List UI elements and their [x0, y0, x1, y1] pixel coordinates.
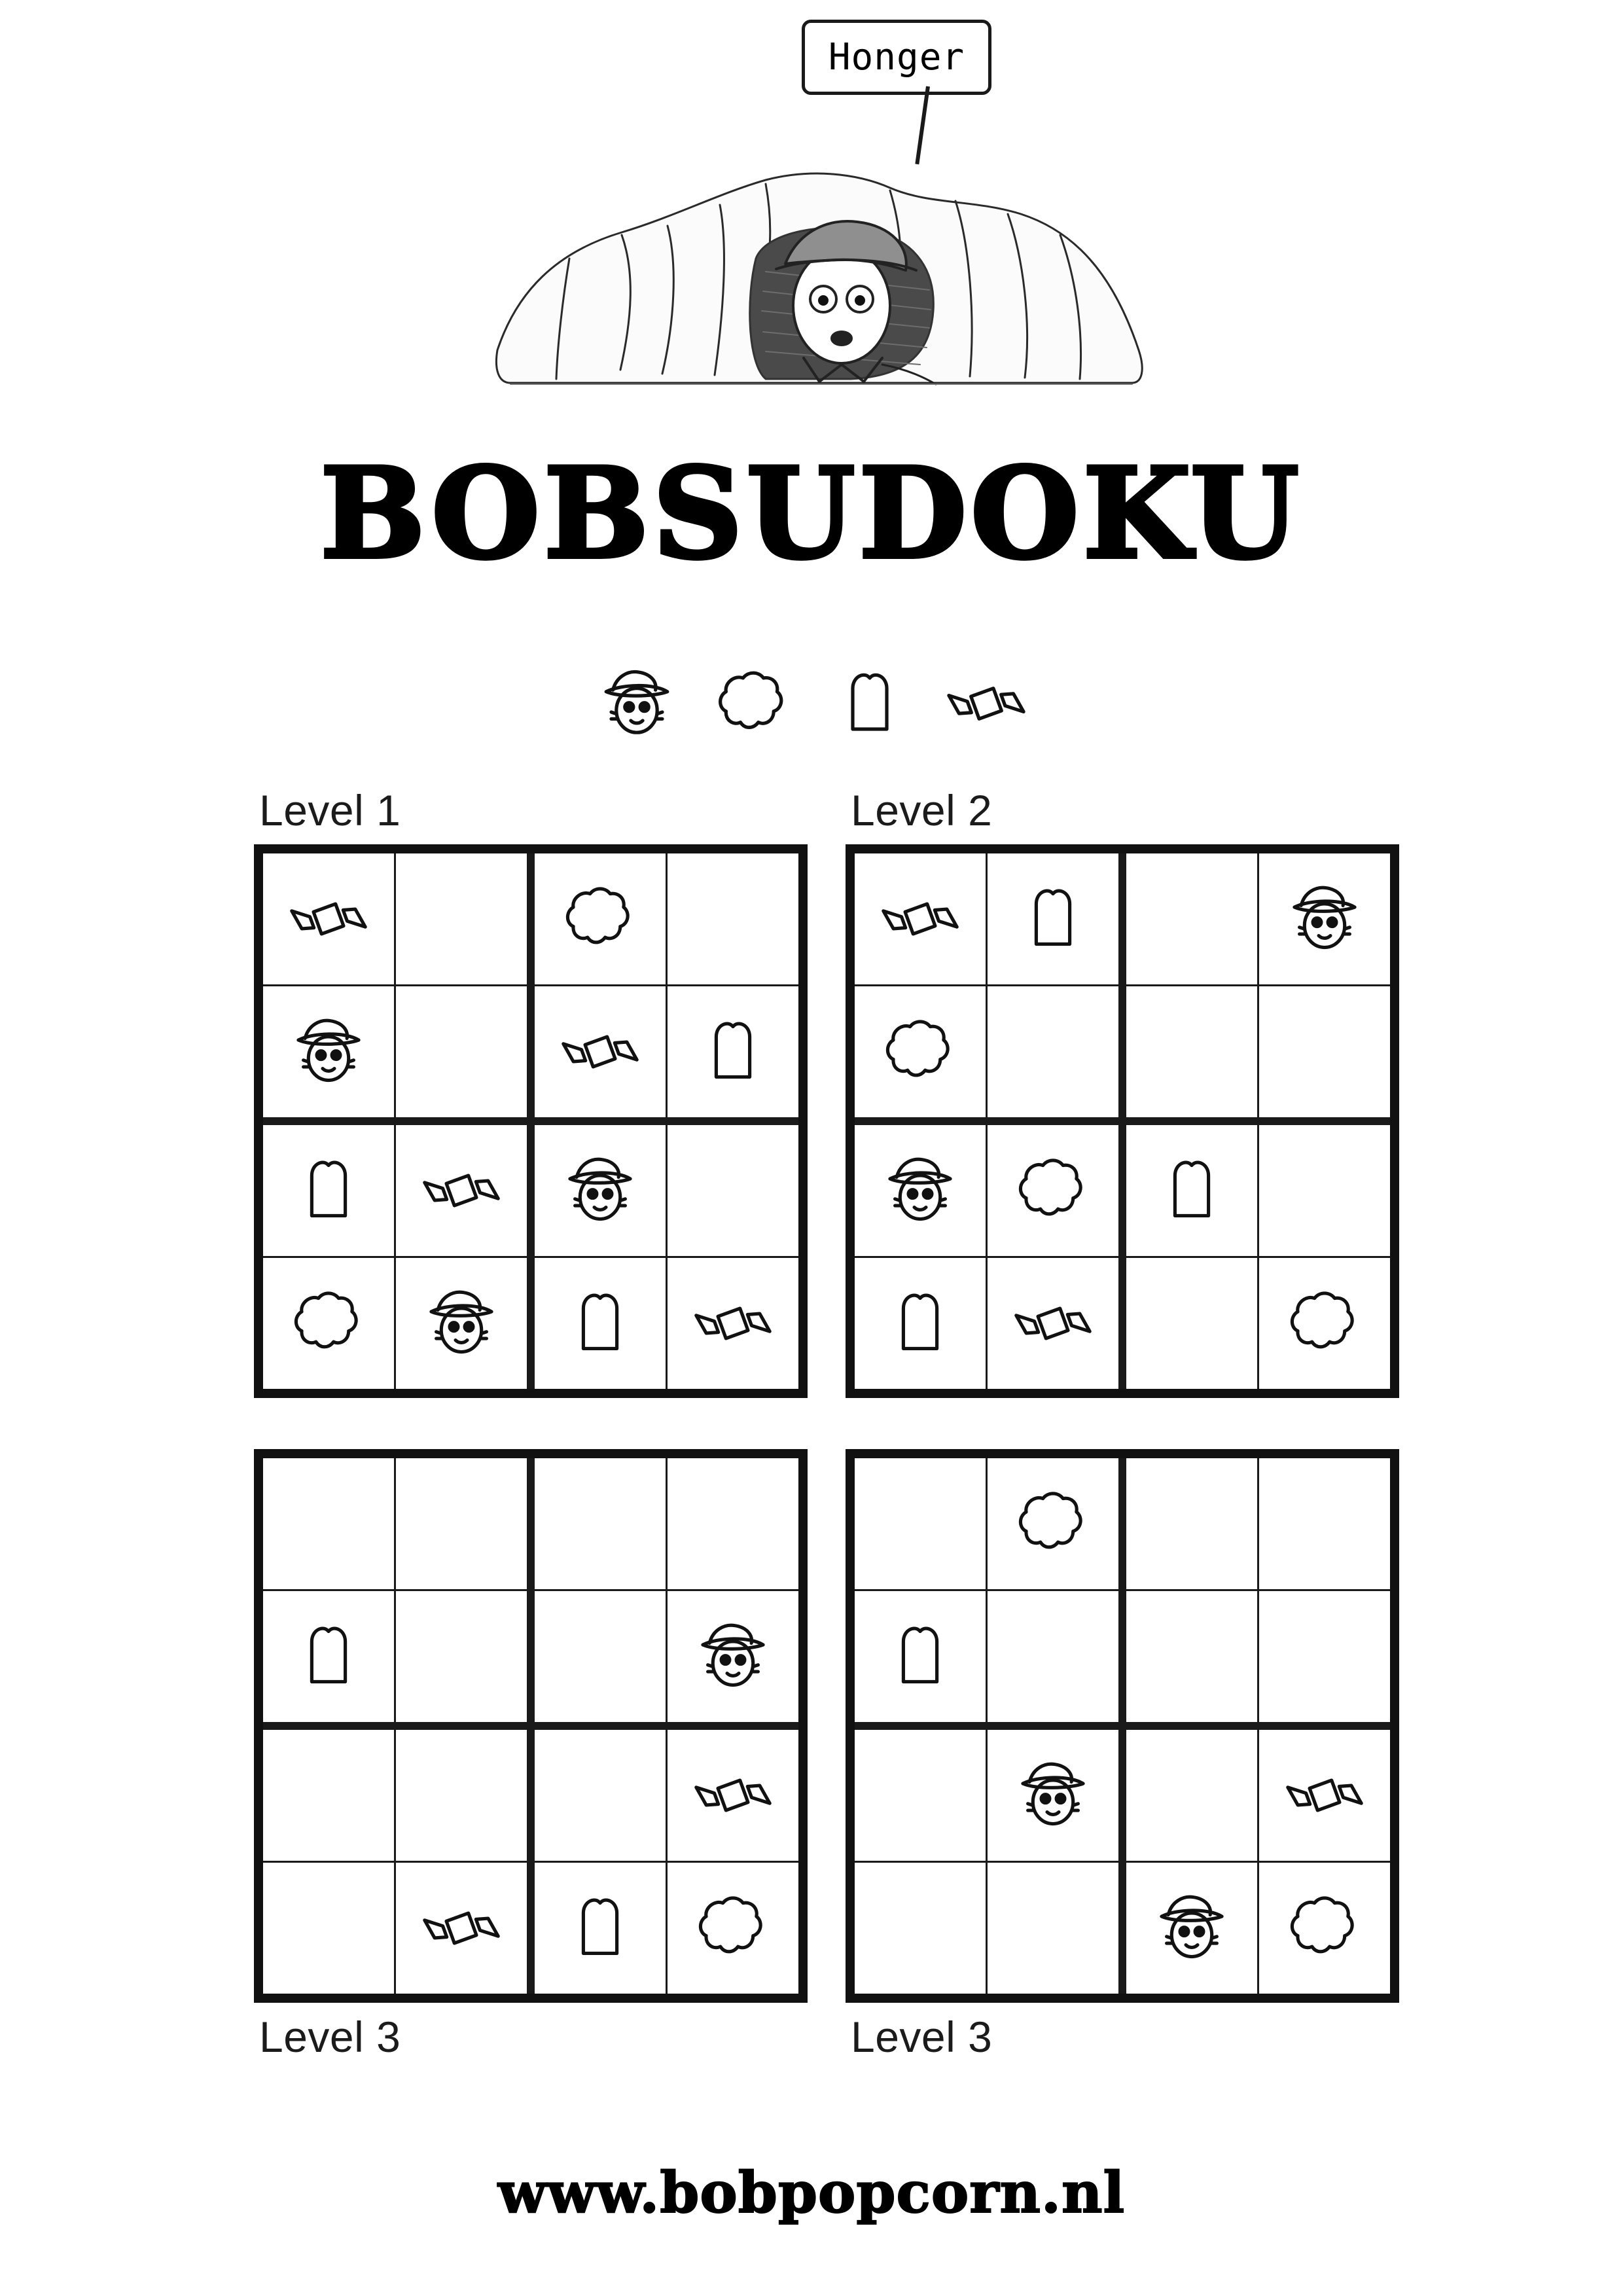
- header-illustration: [0, 7, 1623, 452]
- cell-symbol-bread: [1126, 1125, 1257, 1256]
- cell-empty: [1126, 1591, 1257, 1722]
- cell-empty: [1126, 853, 1257, 984]
- cell-r1c3[interactable]: [1122, 1454, 1258, 1590]
- cell-symbol-candy: [396, 1125, 527, 1256]
- table-row: [259, 1590, 803, 1727]
- cell-r2c4[interactable]: [667, 986, 804, 1122]
- cell-symbol-bob: [535, 1125, 666, 1256]
- table-row: [850, 1590, 1395, 1727]
- cell-r1c2[interactable]: [395, 849, 531, 986]
- cell-r4c4[interactable]: [1258, 1862, 1395, 1999]
- cell-r1c3[interactable]: [1122, 849, 1258, 986]
- cell-r3c3[interactable]: [531, 1121, 667, 1257]
- cell-symbol-popcorn: [988, 1125, 1118, 1256]
- cell-empty: [668, 1125, 798, 1256]
- table-row: [850, 1862, 1395, 1999]
- cell-r3c1[interactable]: [850, 1726, 987, 1862]
- cowboy-face-icon: [594, 661, 679, 746]
- cell-r3c1[interactable]: [259, 1726, 395, 1862]
- cell-symbol-bob: [263, 986, 394, 1117]
- cell-r1c1[interactable]: [259, 849, 395, 986]
- cell-empty: [1126, 986, 1257, 1117]
- cell-r1c2[interactable]: [987, 1454, 1123, 1590]
- cell-r3c4[interactable]: [667, 1726, 804, 1862]
- cell-empty: [263, 1458, 394, 1589]
- cell-r3c2[interactable]: [987, 1726, 1123, 1862]
- puzzle-block-1: [254, 785, 777, 1398]
- cell-r3c2[interactable]: [395, 1726, 531, 1862]
- cell-empty: [1126, 1730, 1257, 1861]
- cell-r4c3[interactable]: [1122, 1257, 1258, 1394]
- cell-r3c1[interactable]: [259, 1121, 395, 1257]
- speech-bubble: [802, 20, 991, 95]
- cell-symbol-bread: [263, 1125, 394, 1256]
- cell-empty: [396, 1591, 527, 1722]
- cell-r4c1[interactable]: [850, 1257, 987, 1394]
- sudoku-grid-3[interactable]: [254, 1449, 808, 2003]
- cell-r4c3[interactable]: [531, 1862, 667, 1999]
- table-row: [259, 1862, 803, 1999]
- cell-r1c3[interactable]: [531, 1454, 667, 1590]
- cell-r2c2[interactable]: [395, 1590, 531, 1727]
- cell-symbol-bread: [263, 1591, 394, 1722]
- cell-r3c4[interactable]: [1258, 1726, 1395, 1862]
- symbol-legend: [0, 661, 1623, 746]
- table-row: [850, 1257, 1395, 1394]
- cell-symbol-bread: [988, 853, 1118, 984]
- cell-r3c3[interactable]: [1122, 1726, 1258, 1862]
- cell-r4c1[interactable]: [259, 1257, 395, 1394]
- cell-r2c1[interactable]: [259, 986, 395, 1122]
- candy-icon: [944, 661, 1029, 746]
- cell-empty: [668, 1458, 798, 1589]
- cell-r1c3[interactable]: [531, 849, 667, 986]
- table-row: [259, 1257, 803, 1394]
- table-row: [850, 986, 1395, 1122]
- table-row: [850, 1454, 1395, 1590]
- cell-empty: [855, 1458, 986, 1589]
- cell-symbol-candy: [1259, 1730, 1390, 1861]
- table-row: [259, 1121, 803, 1257]
- cell-empty: [1259, 1591, 1390, 1722]
- cell-r4c2[interactable]: [987, 1257, 1123, 1394]
- cell-empty: [855, 1863, 986, 1994]
- cell-symbol-candy: [668, 1258, 798, 1389]
- cell-r2c4[interactable]: [1258, 1590, 1395, 1727]
- cell-empty: [535, 1458, 666, 1589]
- puzzle-label-1: Level 1: [259, 786, 401, 834]
- cell-r4c1[interactable]: [850, 1862, 987, 1999]
- puzzle-row-top: [0, 785, 1623, 1398]
- cell-empty: [1259, 1458, 1390, 1589]
- cell-r3c3[interactable]: [531, 1726, 667, 1862]
- cell-r2c4[interactable]: [667, 1590, 804, 1727]
- bread-slice-icon: [827, 661, 912, 746]
- cell-r1c2[interactable]: [395, 1454, 531, 1590]
- puzzle-label-3: Level 3: [259, 2013, 401, 2061]
- footer-url[interactable]: www.bobpopcorn.nl: [497, 2160, 1126, 2226]
- cell-symbol-candy: [535, 986, 666, 1117]
- cell-symbol-bob: [1126, 1863, 1257, 1994]
- cell-r4c2[interactable]: [987, 1862, 1123, 1999]
- cell-r2c1[interactable]: [850, 1590, 987, 1727]
- cell-symbol-bob: [396, 1258, 527, 1389]
- cell-r4c4[interactable]: [667, 1862, 804, 1999]
- cell-symbol-bob: [988, 1730, 1118, 1861]
- cell-r2c3[interactable]: [1122, 1590, 1258, 1727]
- cell-r1c4[interactable]: [667, 849, 804, 986]
- cell-symbol-bread: [668, 986, 798, 1117]
- table-row: [259, 986, 803, 1122]
- table-row: [259, 1454, 803, 1590]
- cell-symbol-bob: [1259, 853, 1390, 984]
- cell-symbol-candy: [988, 1258, 1118, 1389]
- puzzle-block-4: [846, 1449, 1369, 2062]
- cell-r2c2[interactable]: [987, 1590, 1123, 1727]
- cell-r1c4[interactable]: [667, 1454, 804, 1590]
- cell-empty: [988, 1863, 1118, 1994]
- cell-symbol-popcorn: [1259, 1863, 1390, 1994]
- cell-r3c2[interactable]: [395, 1121, 531, 1257]
- cell-r2c3[interactable]: [531, 1590, 667, 1727]
- cell-symbol-candy: [263, 853, 394, 984]
- cell-r2c4[interactable]: [1258, 986, 1395, 1122]
- cell-r2c3[interactable]: [531, 986, 667, 1122]
- cell-r1c2[interactable]: [987, 849, 1123, 986]
- cell-r4c4[interactable]: [667, 1257, 804, 1394]
- cell-r1c1[interactable]: [850, 849, 987, 986]
- cell-r4c3[interactable]: [1122, 1862, 1258, 1999]
- puzzle-block-2: [846, 785, 1369, 1398]
- cell-symbol-bob: [855, 1125, 986, 1256]
- cell-symbol-bread: [535, 1863, 666, 1994]
- cell-r3c4[interactable]: [1258, 1121, 1395, 1257]
- cell-symbol-popcorn: [668, 1863, 798, 1994]
- cell-symbol-bread: [855, 1591, 986, 1722]
- table-row: [850, 1726, 1395, 1862]
- cell-r1c4[interactable]: [1258, 849, 1395, 986]
- cell-r2c2[interactable]: [395, 986, 531, 1122]
- cell-symbol-bread: [535, 1258, 666, 1389]
- cell-empty: [668, 853, 798, 984]
- puzzle-label-4: Level 3: [851, 2013, 993, 2061]
- cell-empty: [1126, 1458, 1257, 1589]
- cell-r1c1[interactable]: [259, 1454, 395, 1590]
- cell-r4c1[interactable]: [259, 1862, 395, 1999]
- cell-r4c3[interactable]: [531, 1257, 667, 1394]
- cell-empty: [263, 1730, 394, 1861]
- cell-r1c4[interactable]: [1258, 1454, 1395, 1590]
- cell-empty: [988, 1591, 1118, 1722]
- cell-r4c2[interactable]: [395, 1257, 531, 1394]
- table-row: [259, 849, 803, 986]
- sudoku-grid-4[interactable]: [846, 1449, 1399, 2003]
- cell-empty: [396, 1458, 527, 1589]
- cell-empty: [855, 1730, 986, 1861]
- sudoku-grid-2[interactable]: [846, 844, 1399, 1398]
- cell-symbol-candy: [396, 1863, 527, 1994]
- puzzle-row-bottom: [0, 1449, 1623, 2062]
- cell-empty: [396, 1730, 527, 1861]
- cell-r3c4[interactable]: [667, 1121, 804, 1257]
- cell-empty: [1259, 986, 1390, 1117]
- cell-empty: [396, 986, 527, 1117]
- cell-empty: [988, 986, 1118, 1117]
- cell-symbol-candy: [668, 1730, 798, 1861]
- cell-empty: [1259, 1125, 1390, 1256]
- speech-bubble-tail: [915, 86, 930, 165]
- table-row: [850, 849, 1395, 986]
- cell-symbol-candy: [855, 853, 986, 984]
- cell-empty: [263, 1863, 394, 1994]
- cell-empty: [396, 853, 527, 984]
- sudoku-grid-1[interactable]: [254, 844, 808, 1398]
- cell-symbol-bob: [668, 1591, 798, 1722]
- puzzle-grids: [0, 785, 1623, 2062]
- page-title: BOBSUDOKU: [320, 440, 1303, 586]
- cell-empty: [535, 1730, 666, 1861]
- puzzle-label-2: Level 2: [851, 786, 993, 834]
- cell-r4c4[interactable]: [1258, 1257, 1395, 1394]
- puzzle-block-3: [254, 1449, 777, 2062]
- cell-r4c2[interactable]: [395, 1862, 531, 1999]
- popcorn-icon: [711, 661, 796, 746]
- cell-symbol-popcorn: [855, 986, 986, 1117]
- cell-symbol-popcorn: [535, 853, 666, 984]
- cell-r3c3[interactable]: [1122, 1121, 1258, 1257]
- cell-r2c3[interactable]: [1122, 986, 1258, 1122]
- table-row: [850, 1121, 1395, 1257]
- speech-bubble-text: Honger: [828, 36, 965, 79]
- cell-r1c1[interactable]: [850, 1454, 987, 1590]
- cell-r3c1[interactable]: [850, 1121, 987, 1257]
- cell-empty: [1126, 1258, 1257, 1389]
- cell-symbol-popcorn: [988, 1458, 1118, 1589]
- table-row: [259, 1726, 803, 1862]
- cell-r2c1[interactable]: [850, 986, 987, 1122]
- cell-symbol-bread: [855, 1258, 986, 1389]
- boy-under-blanket-drawing: [458, 154, 1191, 442]
- cell-r2c2[interactable]: [987, 986, 1123, 1122]
- cell-symbol-popcorn: [263, 1258, 394, 1389]
- cell-r2c1[interactable]: [259, 1590, 395, 1727]
- cell-symbol-popcorn: [1259, 1258, 1390, 1389]
- cell-r3c2[interactable]: [987, 1121, 1123, 1257]
- cell-empty: [535, 1591, 666, 1722]
